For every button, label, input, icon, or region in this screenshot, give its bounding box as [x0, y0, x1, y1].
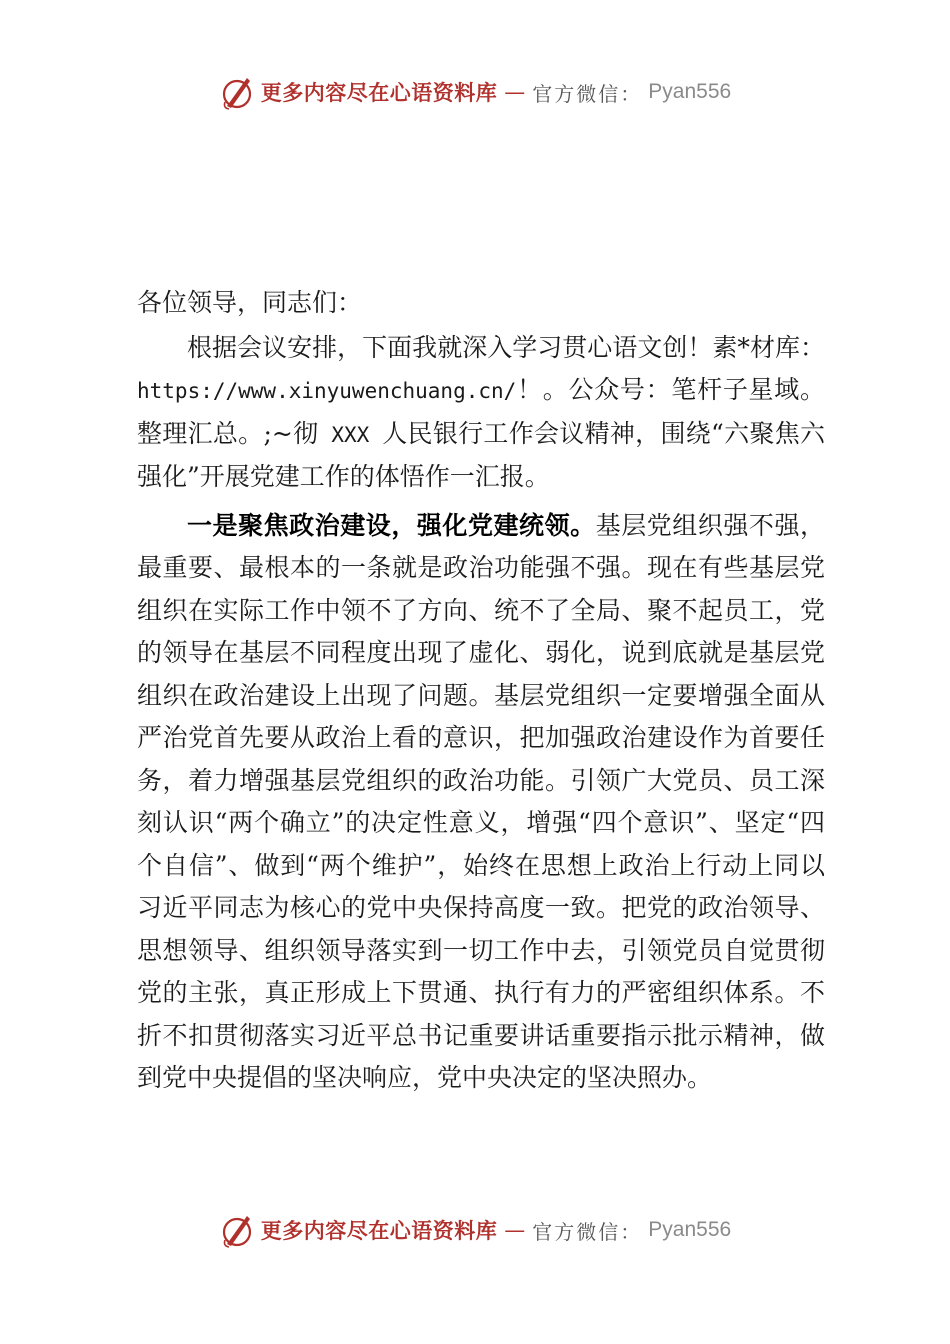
footer-banner-wechat-label: 官方微信：	[532, 1219, 643, 1244]
header-banner-dash: —	[504, 80, 526, 104]
header-banner	[0, 72, 950, 112]
intro-url: https://www.xinyuwenchuang.cn/	[137, 379, 517, 403]
section1-paragraph	[137, 505, 825, 1100]
quill-pen-logo-icon	[219, 1210, 255, 1250]
footer-banner-dash: —	[504, 1218, 526, 1242]
intro-text-3: 人民银行工作会议精神，围绕“六聚焦六强化”开展党建工作的体悟作一汇报。	[137, 418, 825, 491]
footer-banner-wechat-id: Pyan556	[648, 1218, 732, 1241]
section1-lead: 一是聚焦政治建设，强化党建统领。	[187, 510, 596, 540]
header-banner-wechat-id: Pyan556	[648, 80, 732, 103]
salutation: 各位领导，同志们：	[137, 288, 363, 317]
document-body	[137, 282, 825, 1106]
footer-banner-text: 更多内容尽在心语资料库	[260, 1218, 498, 1243]
section1-body: 基层党组织强不强，最重要、最根本的一条就是政治功能强不强。现在有些基层党组织在实际工作中领不了方向、统不了全局、聚不起员工，党的领导在基层不同程度出现了虚化、弱化，说到底就是基层党组织在政治建设上出现了问题。基层党组织一定要增强全面从严治党首先要从政治上看的意识，把加强政治建设作为首要任务，着力增强基层党组织的政治功能。引领广大党员、员工深刻认识“两个确立”的决定性意义，增强“四个意识”、坚定“四个自信”、做到“两个维护”，始终在思想上政治上行动上同以习近平同志为核心的党中央保持高度一致。把党的政治领导、思想领导、组织领导落实到一切工作中去，引领党员自觉贯彻党的主张，真正形成上下贯通、执行有力的严密组织体系。不折不扣贯彻落实习近平总书记重要讲话重要指示批示精神，做到党中央提倡的坚决响应，党中央决定的坚决照办。	[137, 510, 825, 1092]
footer-banner	[0, 1210, 950, 1250]
intro-paragraph	[137, 327, 825, 499]
intro-text-2: ！。公众号：笔杆子星域。整理汇总。;~彻	[137, 375, 825, 448]
header-banner-wechat-label: 官方微信：	[532, 81, 643, 106]
quill-pen-logo-icon	[219, 72, 255, 112]
intro-text-1: 根据会议安排，下面我就深入学习贯心语文创！素*材库：	[187, 332, 825, 362]
header-banner-text: 更多内容尽在心语资料库	[260, 80, 498, 105]
intro-xxx: XXX	[318, 422, 383, 447]
